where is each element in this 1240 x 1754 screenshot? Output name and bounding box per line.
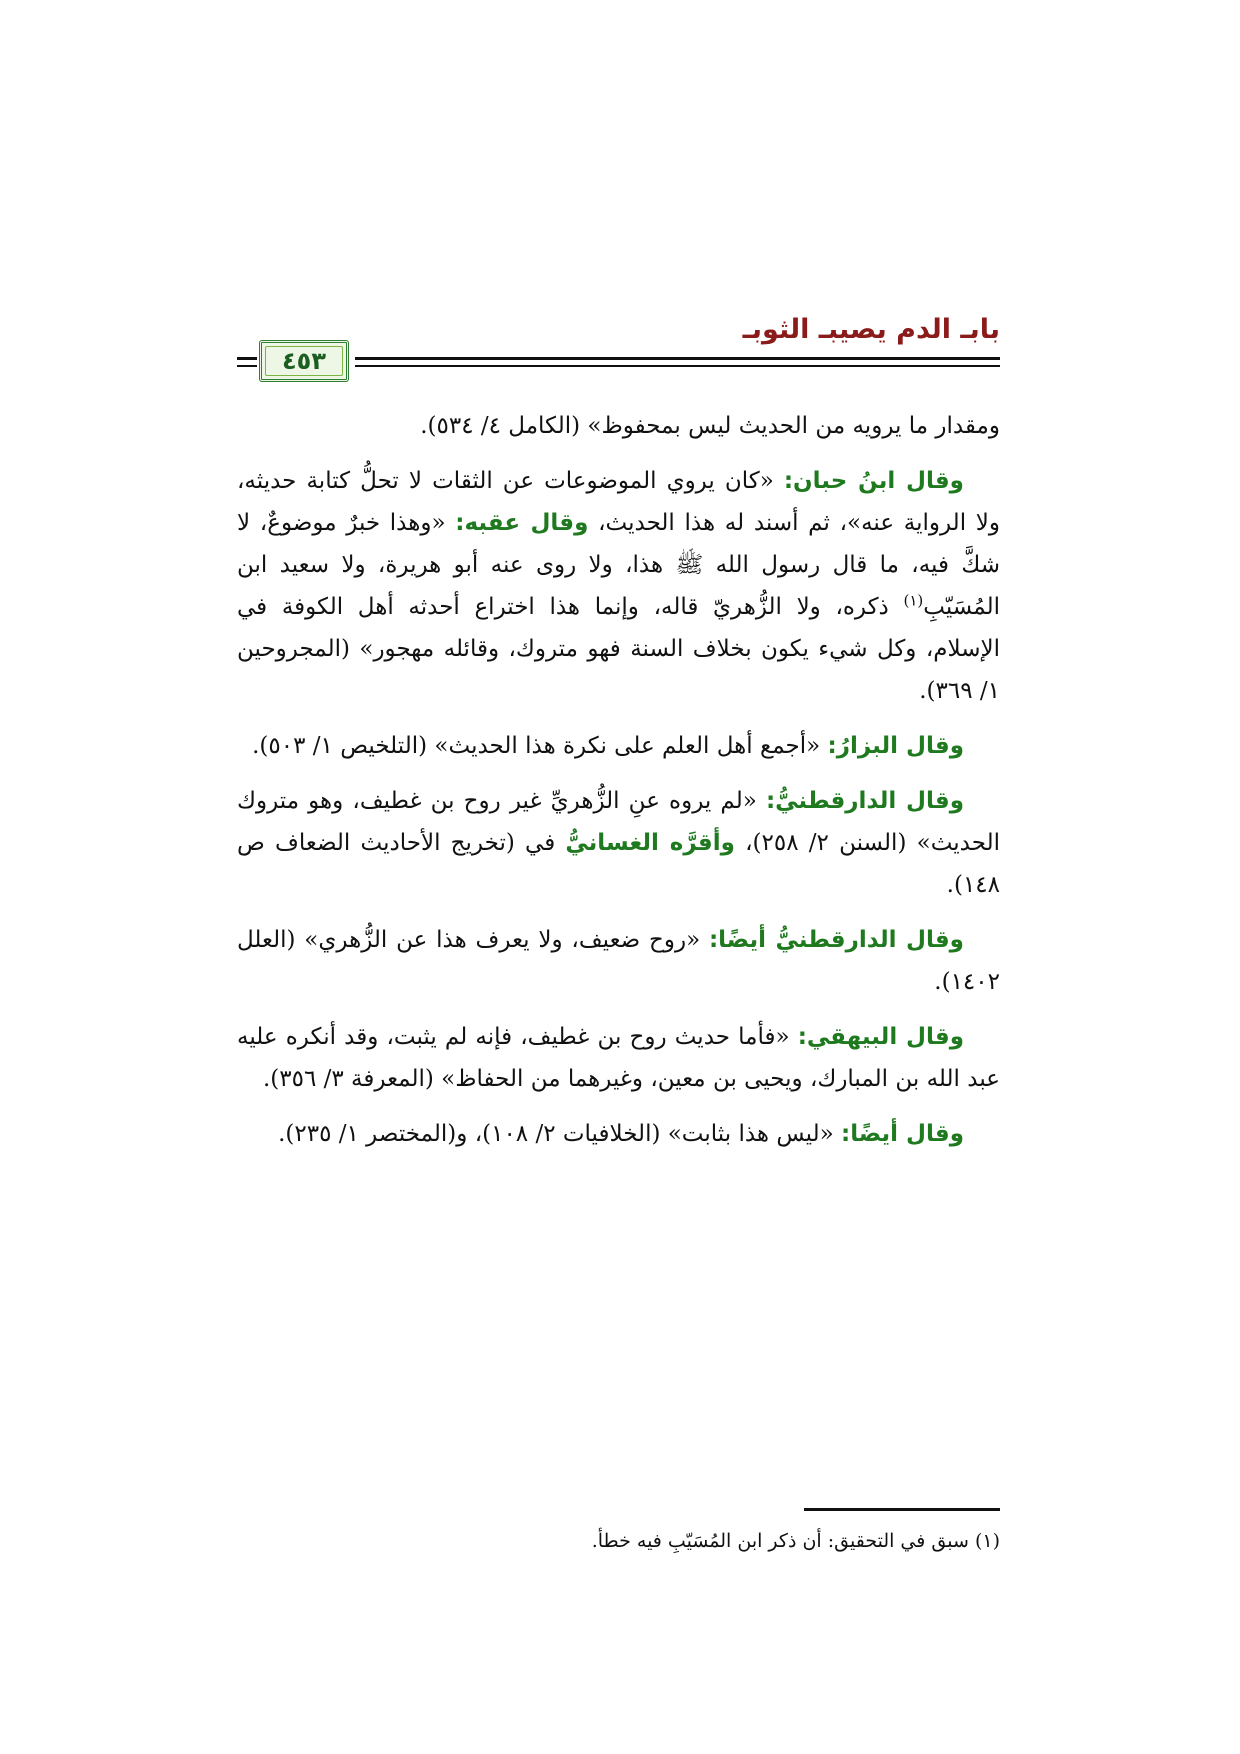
paragraph-5: [237, 919, 1000, 1003]
speaker-label: وقال ابنُ حبان:: [783, 468, 964, 494]
paragraph-7: [237, 1113, 1000, 1155]
paragraph-text: «فأما حديث روح بن غطيف، فإنه لم يثبت، وقد أنكره عليه عبد الله بن المبارك، ويحيى بن معين، وغيرهما من الحفاظ» (المعرفة ٣/ ٣٥٦).: [237, 1024, 1000, 1092]
paragraph-3: [237, 725, 1000, 767]
paragraph-4: [237, 780, 1000, 906]
speaker-label: وقال عقبه:: [455, 510, 589, 536]
paragraph-2: [237, 460, 1000, 712]
footnote-reference[interactable]: (١): [903, 591, 924, 610]
paragraph-text: «أجمع أهل العلم على نكرة هذا الحديث» (التلخيص ١/ ٥٠٣).: [252, 733, 828, 759]
header-rule-bottom: [355, 365, 1000, 367]
paragraph-text: «وهذا خبرٌ موضوعٌ، لا شكَّ فيه، ما قال رسول الله ﷺ هذا، ولا روى عنه أبو هريرة، ولا سعيد ابن المُسَيّبِ: [237, 510, 1000, 620]
speaker-label: وأقرَّه الغسانيُّ: [565, 830, 735, 856]
main-text: [237, 405, 1000, 1168]
paragraph-text: «روح ضعيف، ولا يعرف هذا عن الزُّهري» (العلل ١٤٠٢).: [237, 927, 1000, 995]
paragraph-text: «لم يروه عنِ الزُّهريِّ غير روح بن غطيف، وهو متروك الحديث» (السنن ٢/ ٢٥٨)،: [237, 788, 1000, 856]
header-rule-top: [355, 357, 1000, 360]
page-number-badge: [259, 340, 349, 382]
speaker-label: وقال الدارقطنيُّ:: [765, 788, 965, 814]
paragraph-6: [237, 1016, 1000, 1100]
speaker-label: وقال البيهقي:: [797, 1024, 964, 1050]
paragraph-text: ذكره، ولا الزُّهريّ قاله، وإنما هذا اختراع أحدثه أهل الكوفة في الإسلام، وكل شيء يكون بخلاف السنة فهو متروك، وقائله مهجور» (المجروحين ١/ ٣٦٩).: [237, 594, 1000, 704]
speaker-label: وقال أيضًا:: [841, 1121, 964, 1147]
header-rule-left-top: [237, 357, 257, 360]
footnote-separator: [804, 1508, 1000, 1511]
footnote-number: (١): [974, 1530, 1000, 1552]
footnote-text: سبق في التحقيق: أن ذكر ابن المُسَيّبِ فيه خطأ.: [591, 1530, 975, 1552]
paragraph-text: «كان يروي الموضوعات عن الثقات لا تحلُّ كتابة حديثه، ولا الرواية عنه»، ثم أسند له هذا الحديث،: [237, 468, 1000, 536]
page-header: [237, 314, 1000, 389]
paragraph-text: ومقدار ما يرويه من الحديث ليس بمحفوظ» (الكامل ٤/ ٥٣٤).: [420, 413, 1000, 439]
paragraph-text: في (تخريج الأحاديث الضعاف ص ١٤٨).: [237, 830, 1000, 898]
footnote: [237, 1525, 1000, 1557]
chapter-title: بابـ الدم يصيبـ الثوبـ: [742, 314, 1000, 345]
speaker-label: وقال البزارُ:: [827, 733, 964, 759]
page-number: ٤٥٣: [282, 347, 326, 375]
speaker-label: وقال الدارقطنيُّ أيضًا:: [708, 927, 964, 953]
paragraph-1: [237, 405, 1000, 447]
paragraph-text: «ليس هذا بثابت» (الخلافيات ٢/ ١٠٨)، و(المختصر ١/ ٢٣٥).: [278, 1121, 842, 1147]
header-rule-left-bottom: [237, 365, 257, 367]
